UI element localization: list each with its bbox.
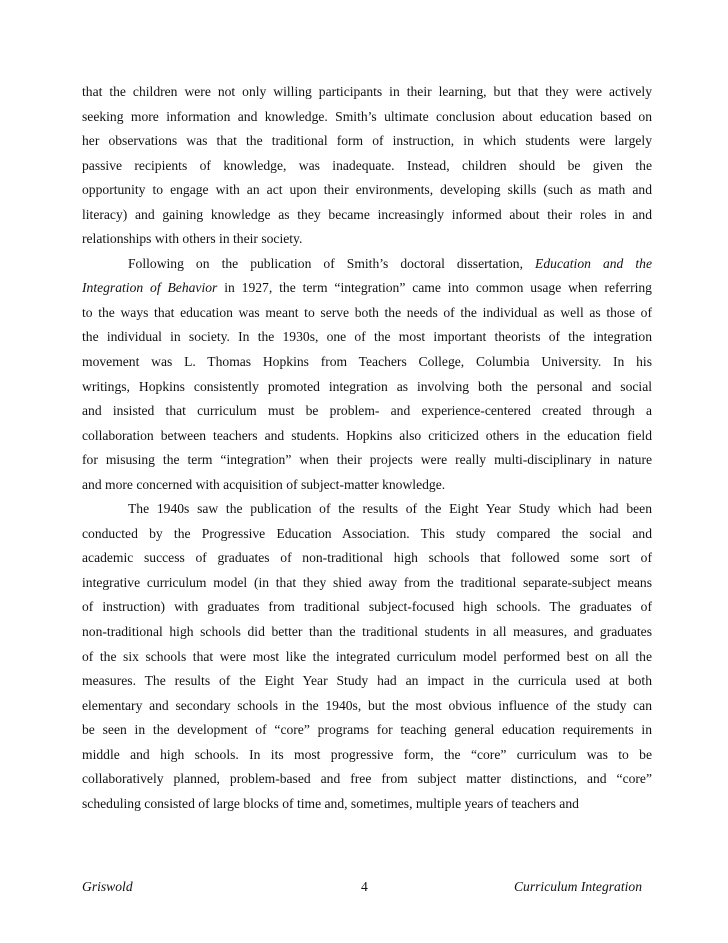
- body-text: [82, 80, 652, 816]
- text-line: the individual in society. In the 1930s, one of the most important theorists of the integration: [82, 329, 652, 345]
- text-line: be seen in the development of “core” programs for teaching general education requirements in: [82, 722, 652, 738]
- text-line: elementary and secondary schools in the 1940s, but the most obvious influence of the study can: [82, 697, 652, 713]
- text-line: conducted by the Progressive Education Association. This study compared the social and: [82, 525, 652, 541]
- footer-running-title: Curriculum Integration: [513, 879, 642, 894]
- text-line: to the ways that education was meant to serve both the needs of the individual as well as those of: [82, 304, 652, 320]
- text-line: writings, Hopkins consistently promoted integration as involving both the personal and social: [82, 378, 652, 394]
- text-line: collaboratively planned, problem-based and free from subject matter distinctions, and “core”: [82, 771, 652, 787]
- text-run: in 1927, the term “integration” came into common usage when referring: [217, 280, 652, 296]
- text-line: that the children were not only willing participants in their learning, but that they were actively: [82, 84, 652, 99]
- text-line: passive recipients of knowledge, was inadequate. Instead, children should be given the: [82, 157, 652, 173]
- page-footer: [82, 879, 642, 899]
- paragraph-1: [82, 80, 652, 252]
- text-line: collaboration between teachers and students. Hopkins also criticized others in the education field: [82, 427, 652, 443]
- text-line: academic success of graduates of non-traditional high schools that followed some sort of: [82, 550, 652, 566]
- footer-author: Griswold: [82, 879, 133, 894]
- text-line: and insisted that curriculum must be problem- and experience-centered created through a: [82, 403, 652, 419]
- text-line: middle and high schools. In its most progressive form, the “core” curriculum was to be: [82, 746, 652, 762]
- text-line: [82, 276, 652, 301]
- text-line: seeking more information and knowledge. Smith’s ultimate conclusion about education based on: [82, 108, 652, 124]
- text-line: and more concerned with acquisition of subject-matter knowledge.: [82, 476, 446, 492]
- text-line: for misusing the term “integration” when their projects were really multi-disciplinary in nature: [82, 452, 652, 468]
- book-title-italic: Education and the: [535, 255, 652, 271]
- text-line: scheduling consisted of large blocks of time and, sometimes, multiple years of teachers and: [82, 795, 579, 811]
- text-line: of the six schools that were most like the integrated curriculum model performed best on all the: [82, 648, 652, 664]
- text-run: Following on the publication of Smith’s doctoral dissertation,: [128, 255, 536, 271]
- text-line: movement was L. Thomas Hopkins from Teachers College, Columbia University. In his: [82, 354, 652, 370]
- text-line: her observations was that the traditional form of instruction, in which students were largely: [82, 133, 652, 149]
- text-line: opportunity to engage with an act upon their environments, developing skills (such as math and: [82, 182, 652, 198]
- book-title-italic: Integration of Behavior: [82, 280, 218, 296]
- page-number: 4: [361, 879, 368, 894]
- paragraph-2: [82, 252, 652, 497]
- text-line: literacy) and gaining knowledge as they became increasingly informed about their roles in and: [82, 206, 652, 222]
- text-line: relationships with others in their society.: [82, 231, 303, 247]
- text-line: integrative curriculum model (in that they shied away from the traditional separate-subject means: [82, 574, 652, 590]
- text-line: measures. The results of the Eight Year Study had an impact in the curricula used at both: [82, 673, 652, 689]
- text-line: non-traditional high schools did better than the traditional students in all measures, and graduates: [82, 624, 652, 640]
- paragraph-3: [82, 497, 652, 816]
- text-line: The 1940s saw the publication of the results of the Eight Year Study which had been: [128, 501, 652, 517]
- text-line: [82, 252, 652, 277]
- text-line: of instruction) with graduates from traditional subject-focused high schools. The graduates of: [82, 599, 652, 615]
